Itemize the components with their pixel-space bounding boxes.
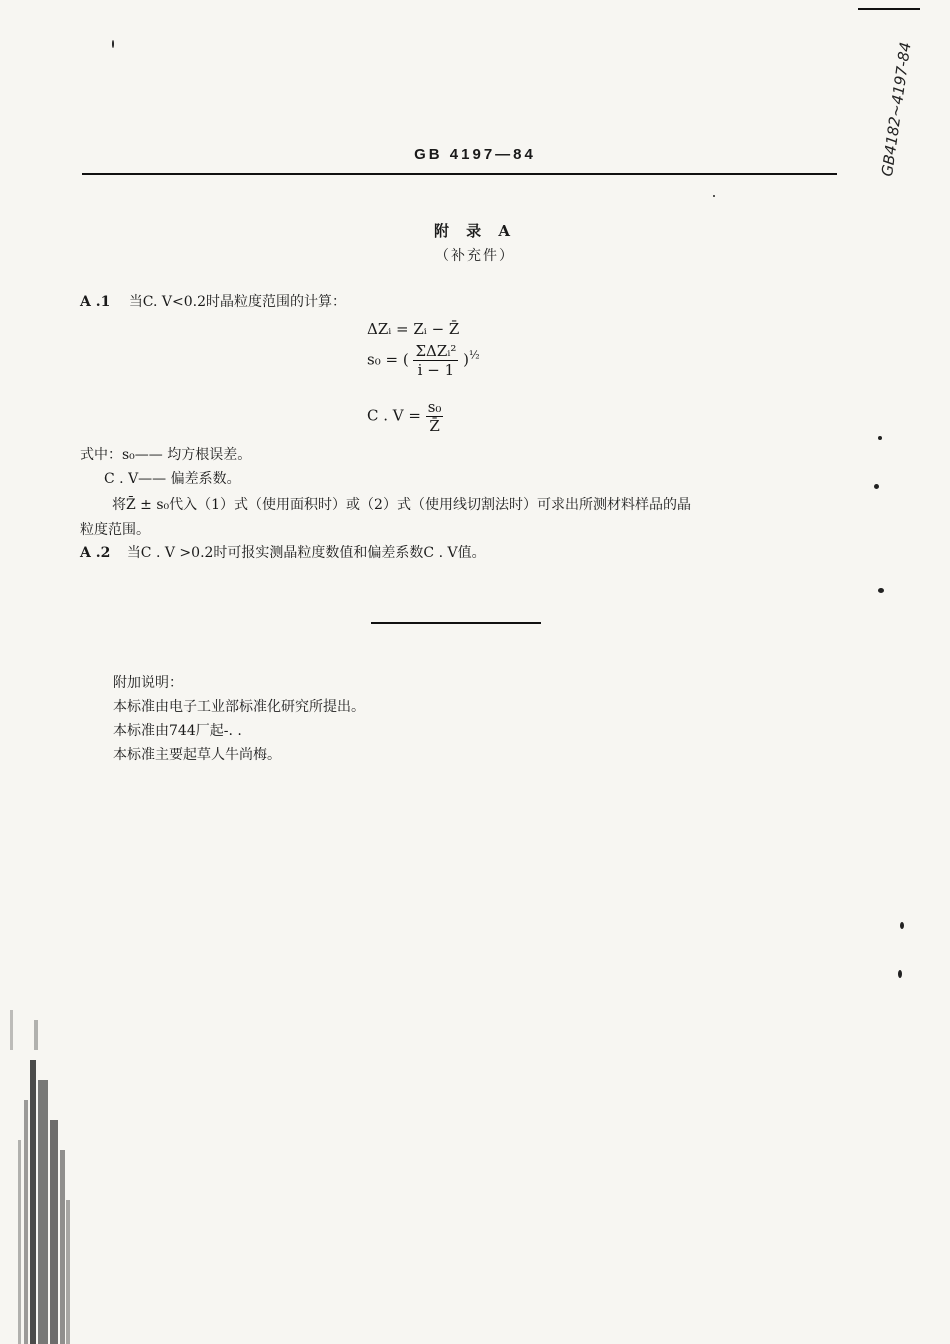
where-line-2: C . V—— 偏差系数。 (104, 471, 241, 487)
scan-speck (713, 195, 715, 197)
scan-speck (900, 922, 904, 929)
formula-s0-numerator: ΣΔZᵢ² (415, 342, 457, 360)
header-rule (82, 173, 837, 175)
paragraph-line-1: 将Z̄ ± s₀代入（1）式（使用面积时）或（2）式（使用线切割法时）可求出所测材料样品的晶 (112, 497, 691, 513)
clause-a2-label: A .2 (80, 545, 111, 561)
formula-s0-lhs: s₀ = ( (367, 350, 409, 369)
note-item: 本标准主要起草人牛尚梅。 (113, 747, 281, 763)
clause-a2-text: 当C . V >0.2时可报实测晶粒度数值和偏差系数C . V值。 (126, 545, 486, 561)
formula-cv (367, 398, 443, 435)
formula-cv-fraction (426, 398, 444, 435)
appendix-title: 附 录 A (433, 222, 517, 240)
clause-a1-label: A .1 (80, 294, 111, 310)
scan-speck (112, 40, 114, 48)
formula-cv-lhs: C . V = (367, 406, 421, 425)
scan-speck (898, 970, 902, 978)
formula-s0: s₀ = ( $\frac{\text{ΣΔZᵢ²}}{i - 1}$ )$^{\frac{1}{2}}$ (367, 342, 480, 379)
formula-cv-denominator: Z̄ (429, 417, 440, 435)
note-item: 本标准由744厂起-. . (113, 723, 242, 739)
page-header: GB 4197—84 (414, 146, 536, 163)
formula-cv-numerator: s₀ (427, 398, 442, 416)
formula-s0-fraction (413, 342, 458, 379)
clause-a2 (80, 542, 486, 562)
formula-s0-denominator: i − 1 (417, 361, 455, 379)
paragraph-line-2: 粒度范围。 (80, 522, 150, 538)
formula-delta-z: ΔZᵢ = Zᵢ − Z̄ (367, 320, 460, 338)
where-line-1: 式中：s₀—— 均方根误差。 (80, 447, 252, 463)
notes-heading: 附加说明： (113, 675, 183, 691)
scan-speck (874, 484, 879, 489)
formula-s0-exponent: ½ (469, 348, 480, 362)
scan-speck (878, 588, 884, 593)
top-right-mark (858, 8, 920, 10)
section-divider (371, 622, 541, 624)
clause-a1 (80, 291, 346, 311)
scan-speck (878, 436, 882, 440)
scan-edge-noise (0, 1000, 78, 1344)
note-item: 本标准由电子工业部标准化研究所提出。 (113, 699, 365, 715)
margin-handwritten-note: GB4182~4197-84 (878, 40, 915, 178)
clause-a1-text: 当C. V<0.2时晶粒度范围的计算： (128, 294, 347, 310)
appendix-subtitle: （补充件） (435, 248, 515, 264)
